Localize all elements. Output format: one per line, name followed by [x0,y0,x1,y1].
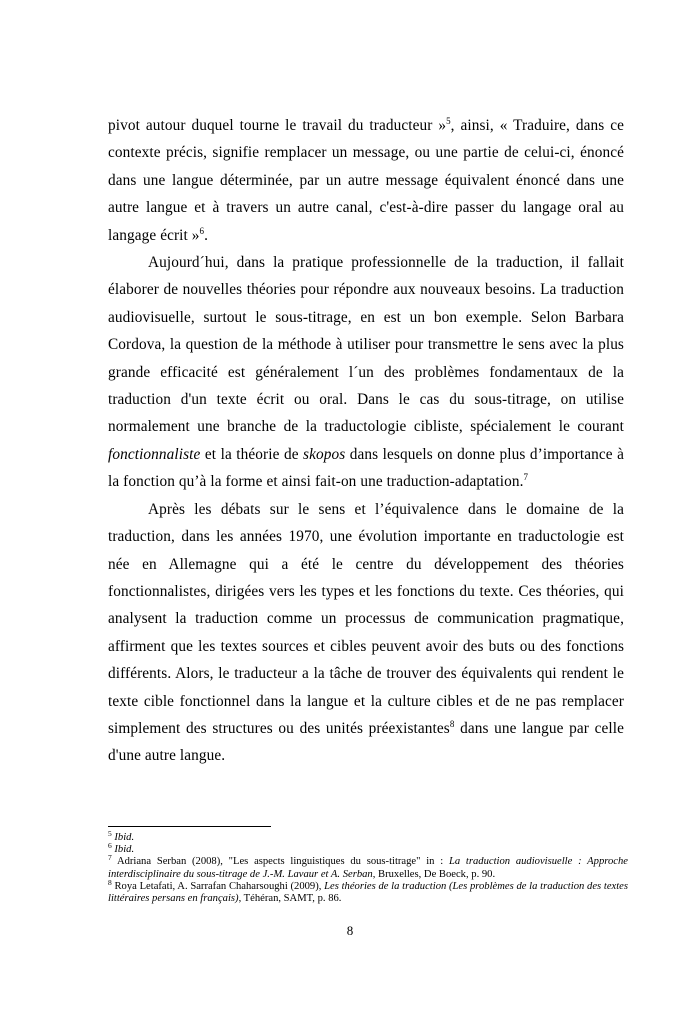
emphasis-skopos: skopos [303,445,346,463]
footnote-ref-6[interactable]: 6 [199,225,205,236]
footnote-separator [108,826,271,827]
paragraph-3: Après les débats sur le sens et l’équivalence dans le domaine de la traduction, dans les années 1970, une évolution importante en traductologie est née en Allemagne qui a été le centre du développement des théories fonctionnalistes, dirigées vers les types et les fonctions du texte. Ces théories, qui analysent la traduction comme un processus de communication pragmatique, affirment que les textes sources et cibles peuvent avoir des buts ou des fonctions différents. Alors, le traducteur a la tâche de trouver des équivalents qui rendent le texte cible fonctionnel dans la langue et la culture cibles et de ne pas remplacer simplement des structures ou des unités préexistantes$^8$ dans une langue par celle d'une autre langue. [108,500,625,765]
footnotes [108,826,628,905]
body-text [108,112,624,770]
footnote-ref-7[interactable]: 7 [523,472,529,483]
paragraph-1: pivot autour duquel tourne le travail du traducteur »$^5$, ainsi, « Traduire, dans ce contexte précis, signifie remplacer un message, ou une partie de celui-ci, énoncé dans une langue déterminée, par un autre message équivalent énoncé dans une autre langue et à travers un autre canal, c'est-à-dire passer du langage oral au langage écrit »$^6$. [108,116,624,244]
footnote-ref-8[interactable]: 8 [449,718,455,729]
footnote-6: $^6$ Ibid. [108,841,135,856]
footnote-5: $^5$ Ibid. [108,829,135,843]
footnote-ref-5[interactable]: 5 [446,116,451,126]
paragraph-2: Aujourd´hui, dans la pratique professionnelle de la traduction, il fallait élaborer de nouvelles théories pour répondre aux nouveaux besoins. La traduction audiovisuelle, surtout le sous-titrage, en est un bon exemple. Selon Barbara Cordova, la question de la méthode à utiliser pour transmettre le sens avec la plus grande efficacité est généralement l´un des problèmes fondamentaux de la traduction d'un texte écrit ou oral. Dans le cas du sous-titrage, on utilise normalement une branche de la traductologie cibliste, spécialement le courant fonctionnaliste et la théorie de skopos dans lesquels on donne plus d’importance à la fonction qu’à la forme et ainsi fait-on une traduction-adaptation.$^7$ [108,254,624,491]
footnote-8: $^8$ Roya Letafati, A. Sarrafan Chaharsoughi (2009), Les théories de la traduction (Les problèmes de la traduction des textes littéraires persans en français), Téhéran, SAMT, p. 86. [108,877,628,905]
page-number: 8 [346,923,354,938]
footnote-7: $^7$ Adriana Serban (2008), "Les aspects linguistiques du sous-titrage" in : La traduction audiovisuelle : Approche interdisciplinaire du sous-titrage de J.-M. Lavaur et A. Serban, Bruxelles, De Boeck, p. 90. [108,853,628,880]
emphasis-fonctionnaliste: fonctionnaliste [108,445,201,463]
